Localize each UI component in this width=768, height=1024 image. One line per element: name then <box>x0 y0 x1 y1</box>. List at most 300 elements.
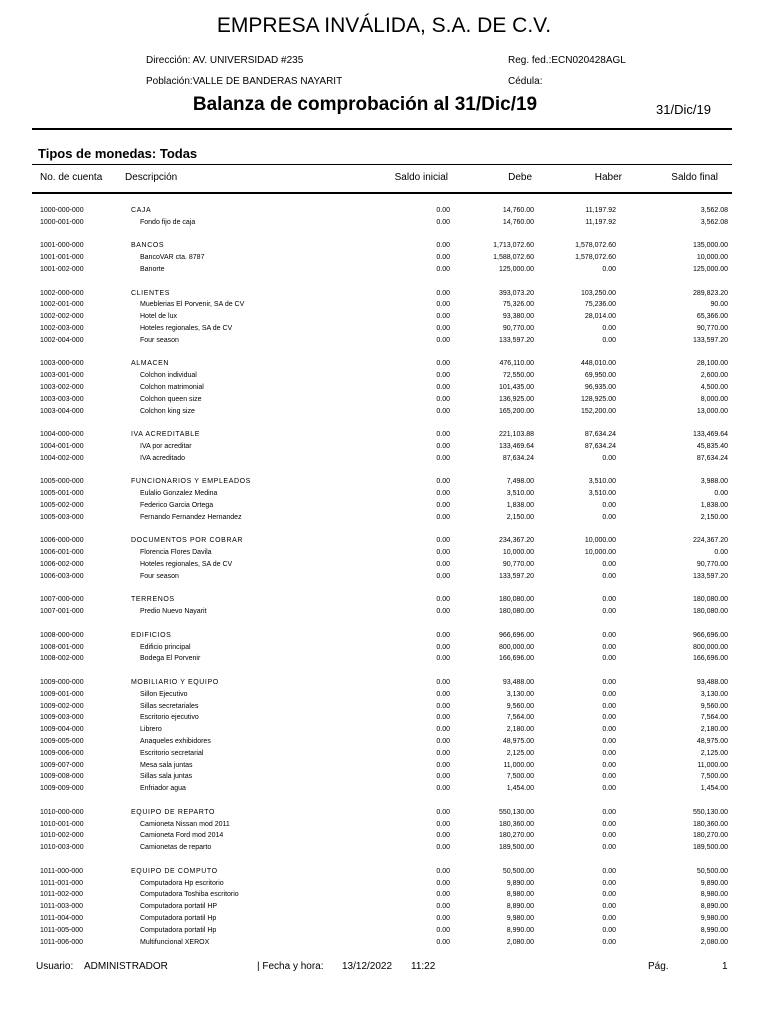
account-description: Mesa sala juntas <box>140 761 193 769</box>
account-group-row <box>0 807 768 819</box>
account-description: IVA acreditado <box>140 454 186 462</box>
saldo-inicial-cell: 0.00 <box>436 313 450 321</box>
debe-cell: 8,980.00 <box>506 891 534 899</box>
debe-cell: 93,380.00 <box>502 313 534 321</box>
account-number: 1010-002-000 <box>40 832 84 840</box>
saldo-final-cell: 87,634.24 <box>696 454 728 462</box>
account-number: 1008-000-000 <box>40 631 84 639</box>
saldo-inicial-cell: 0.00 <box>436 655 450 663</box>
column-header-bottom-rule <box>32 192 732 194</box>
account-number: 1004-000-000 <box>40 431 84 439</box>
table-row <box>0 760 768 772</box>
saldo-inicial-cell: 0.00 <box>436 478 450 486</box>
account-description: Enfriador agua <box>140 785 186 793</box>
account-number: 1008-002-000 <box>40 655 84 663</box>
saldo-final-cell: 1,838.00 <box>700 502 728 509</box>
account-description: Computadora Hp escritorio <box>140 879 224 887</box>
account-description: Camioneta Nissan mod 2011 <box>140 820 230 828</box>
haber-cell: 0.00 <box>602 938 616 946</box>
table-row <box>0 299 768 311</box>
haber-cell: 11,197.92 <box>585 218 616 226</box>
account-description: CLIENTES <box>131 289 171 297</box>
haber-cell: 0.00 <box>602 903 616 911</box>
haber-cell: 69,950.00 <box>584 372 616 380</box>
haber-cell: 0.00 <box>602 926 616 934</box>
saldo-final-cell: 8,990.00 <box>700 926 728 934</box>
col-saldo-final-header: Saldo final <box>671 172 718 183</box>
account-number: 1009-008-000 <box>40 773 84 781</box>
account-description: Federico Garcia Ortega <box>140 502 214 509</box>
saldo-final-cell: 90,770.00 <box>696 561 728 568</box>
saldo-inicial-cell: 0.00 <box>436 490 450 498</box>
saldo-final-cell: 3,130.00 <box>700 690 728 698</box>
table-row <box>0 571 768 583</box>
table-row <box>0 653 768 665</box>
haber-cell: 0.00 <box>602 785 616 793</box>
account-number: 1000-000-000 <box>40 207 84 214</box>
debe-cell: 8,890.00 <box>506 903 534 911</box>
account-description: IVA por acreditar <box>140 443 192 450</box>
saldo-final-cell: 9,980.00 <box>700 915 728 922</box>
saldo-inicial-cell: 0.00 <box>436 773 450 781</box>
saldo-inicial-cell: 0.00 <box>436 513 450 521</box>
saldo-final-cell: 8,980.00 <box>700 891 728 899</box>
user-label: Usuario: <box>36 961 74 972</box>
debe-cell: 2,080.00 <box>506 938 534 946</box>
account-description: Fernando Fernandez Hernandez <box>140 513 242 521</box>
saldo-inicial-cell: 0.00 <box>436 785 450 793</box>
title-divider <box>32 128 732 130</box>
account-description: Fondo fijo de caja <box>140 218 196 226</box>
account-number: 1005-002-000 <box>40 502 84 509</box>
table-row <box>0 406 768 418</box>
account-number: 1005-003-000 <box>40 513 84 521</box>
account-number: 1004-001-000 <box>40 443 84 450</box>
saldo-inicial-cell: 0.00 <box>436 325 450 332</box>
table-row <box>0 394 768 406</box>
haber-cell: 0.00 <box>602 820 616 828</box>
haber-cell: 0.00 <box>602 761 616 769</box>
haber-cell: 0.00 <box>602 879 616 887</box>
table-row <box>0 913 768 925</box>
haber-cell: 0.00 <box>602 596 616 604</box>
saldo-final-cell: 224,367.20 <box>692 537 728 545</box>
account-number: 1002-000-000 <box>40 289 84 297</box>
table-row <box>0 771 768 783</box>
account-number: 1011-002-000 <box>40 891 84 899</box>
saldo-final-cell: 180,270.00 <box>692 832 728 840</box>
saldo-final-cell: 133,469.64 <box>692 431 728 439</box>
debe-cell: 7,500.00 <box>506 773 534 781</box>
account-number: 1009-009-000 <box>40 785 84 793</box>
account-group-row <box>0 630 768 642</box>
haber-cell: 3,510.00 <box>588 478 616 486</box>
saldo-final-cell: 0.00 <box>714 490 728 498</box>
table-row <box>0 842 768 854</box>
haber-cell: 0.00 <box>602 631 616 639</box>
saldo-final-cell: 45,835.40 <box>696 443 728 450</box>
haber-cell: 448,010.00 <box>580 360 616 368</box>
haber-cell: 96,935.00 <box>584 384 616 391</box>
saldo-inicial-cell: 0.00 <box>436 537 450 545</box>
debe-cell: 2,180.00 <box>506 726 534 734</box>
account-description: Computadora portatil HP <box>140 903 218 911</box>
haber-cell: 0.00 <box>602 679 616 686</box>
debe-cell: 133,597.20 <box>498 572 534 580</box>
debe-cell: 101,435.00 <box>498 384 534 391</box>
haber-cell: 128,925.00 <box>580 395 616 403</box>
debe-cell: 9,980.00 <box>506 915 534 922</box>
account-description: EQUIPO DE COMPUTO <box>131 867 218 875</box>
account-description: Predio Nuevo Nayarit <box>140 608 207 616</box>
account-group-row <box>0 205 768 217</box>
debe-cell: 14,760.00 <box>502 218 534 226</box>
table-row <box>0 217 768 229</box>
account-number: 1009-005-000 <box>40 738 84 745</box>
tax-id: Reg. fed.:ECN020428AGL <box>508 55 626 66</box>
saldo-final-cell: 13,000.00 <box>696 407 728 415</box>
account-description: Computadora portatil Hp <box>140 926 217 934</box>
account-number: 1008-001-000 <box>40 643 84 651</box>
debe-cell: 90,770.00 <box>502 561 534 568</box>
haber-cell: 0.00 <box>602 773 616 781</box>
account-number: 1011-003-000 <box>40 903 84 911</box>
account-number: 1011-004-000 <box>40 915 84 922</box>
debe-cell: 550,130.00 <box>498 808 534 816</box>
haber-cell: 0.00 <box>602 643 616 651</box>
account-number: 1005-000-000 <box>40 478 84 486</box>
account-description: Sillas sala juntas <box>140 773 193 781</box>
saldo-final-cell: 550,130.00 <box>692 808 728 816</box>
table-row <box>0 488 768 500</box>
saldo-final-cell: 11,000.00 <box>697 761 728 769</box>
saldo-inicial-cell: 0.00 <box>436 407 450 415</box>
account-number: 1011-001-000 <box>40 879 84 887</box>
saldo-final-cell: 3,988.00 <box>700 478 728 486</box>
saldo-inicial-cell: 0.00 <box>436 643 450 651</box>
saldo-final-cell: 90,770.00 <box>696 325 728 332</box>
debe-cell: 2,150.00 <box>506 513 534 521</box>
saldo-inicial-cell: 0.00 <box>436 631 450 639</box>
account-number: 1009-007-000 <box>40 761 84 769</box>
table-row <box>0 559 768 571</box>
saldo-inicial-cell: 0.00 <box>436 867 450 875</box>
table-row <box>0 889 768 901</box>
haber-cell: 0.00 <box>602 714 616 722</box>
account-description: Camionetas de reparto <box>140 844 212 852</box>
saldo-final-cell: 10,000.00 <box>696 254 728 262</box>
account-description: MOBILIARIO Y EQUIPO <box>131 679 219 686</box>
debe-cell: 9,890.00 <box>506 879 534 887</box>
saldo-inicial-cell: 0.00 <box>436 572 450 580</box>
cedula-label: Cédula: <box>508 76 543 87</box>
saldo-inicial-cell: 0.00 <box>436 372 450 380</box>
saldo-final-cell: 966,696.00 <box>692 631 728 639</box>
account-number: 1010-003-000 <box>40 844 84 852</box>
saldo-inicial-cell: 0.00 <box>436 254 450 262</box>
saldo-inicial-cell: 0.00 <box>436 608 450 616</box>
debe-cell: 11,000.00 <box>503 761 534 769</box>
saldo-inicial-cell: 0.00 <box>436 702 450 710</box>
account-number: 1009-001-000 <box>40 690 84 698</box>
debe-cell: 234,367.20 <box>498 537 534 545</box>
column-header-top-rule <box>32 164 732 165</box>
account-description: Bodega El Porvenir <box>140 655 201 663</box>
saldo-final-cell: 135,000.00 <box>692 242 728 250</box>
saldo-final-cell: 8,890.00 <box>700 903 728 911</box>
account-group-row <box>0 866 768 878</box>
saldo-final-cell: 50,500.00 <box>696 867 728 875</box>
account-number: 1007-000-000 <box>40 596 84 604</box>
account-description: DOCUMENTOS POR COBRAR <box>131 537 244 545</box>
haber-cell: 3,510.00 <box>588 490 616 498</box>
debe-cell: 133,469.64 <box>498 443 534 450</box>
account-group-row <box>0 240 768 252</box>
account-number: 1002-003-000 <box>40 325 84 332</box>
saldo-inicial-cell: 0.00 <box>436 443 450 450</box>
haber-cell: 0.00 <box>602 502 616 509</box>
saldo-inicial-cell: 0.00 <box>436 549 450 557</box>
account-description: Four season <box>140 336 179 344</box>
debe-cell: 1,588,072.60 <box>493 254 534 262</box>
account-description: Edificio principal <box>140 643 191 651</box>
account-description: Hoteles regionales, SA de CV <box>140 561 233 568</box>
account-number: 1009-006-000 <box>40 749 84 757</box>
saldo-inicial-cell: 0.00 <box>436 395 450 403</box>
saldo-inicial-cell: 0.00 <box>436 761 450 769</box>
saldo-inicial-cell: 0.00 <box>436 926 450 934</box>
haber-cell: 75,236.00 <box>584 301 616 309</box>
account-description: Anaqueles exhibidores <box>140 738 211 745</box>
debe-cell: 14,760.00 <box>502 207 534 214</box>
account-description: Camioneta Ford mod 2014 <box>140 832 224 840</box>
saldo-final-cell: 2,180.00 <box>700 726 728 734</box>
account-group-row <box>0 677 768 689</box>
debe-cell: 10,000.00 <box>502 549 534 557</box>
haber-cell: 0.00 <box>602 749 616 757</box>
currency-filter-label: Tipos de monedas: Todas <box>38 146 198 161</box>
report-date: 31/Dic/19 <box>656 102 711 117</box>
haber-cell: 0.00 <box>602 726 616 734</box>
account-number: 1009-002-000 <box>40 702 84 710</box>
table-row <box>0 830 768 842</box>
saldo-inicial-cell: 0.00 <box>436 726 450 734</box>
col-account-header: No. de cuenta <box>40 172 103 183</box>
haber-cell: 0.00 <box>602 561 616 568</box>
account-number: 1001-001-000 <box>40 254 84 262</box>
account-number: 1009-003-000 <box>40 714 84 722</box>
saldo-inicial-cell: 0.00 <box>436 207 450 214</box>
account-description: IVA ACREDITABLE <box>131 431 201 439</box>
saldo-inicial-cell: 0.00 <box>436 384 450 391</box>
account-number: 1001-000-000 <box>40 242 84 250</box>
saldo-inicial-cell: 0.00 <box>436 891 450 899</box>
saldo-inicial-cell: 0.00 <box>436 301 450 309</box>
saldo-inicial-cell: 0.00 <box>436 679 450 686</box>
saldo-inicial-cell: 0.00 <box>436 336 450 344</box>
account-description: FUNCIONARIOS Y EMPLEADOS <box>131 478 251 486</box>
debe-cell: 1,838.00 <box>506 502 534 509</box>
saldo-inicial-cell: 0.00 <box>436 915 450 922</box>
saldo-final-cell: 93,488.00 <box>696 679 728 686</box>
saldo-final-cell: 3,562.08 <box>700 207 728 214</box>
account-description: CAJA <box>131 207 152 214</box>
account-description: EQUIPO DE REPARTO <box>131 808 216 816</box>
table-row <box>0 606 768 618</box>
account-number: 1006-003-000 <box>40 572 84 580</box>
debe-cell: 125,000.00 <box>498 266 534 273</box>
haber-cell: 0.00 <box>602 702 616 710</box>
saldo-final-cell: 28,100.00 <box>696 360 728 368</box>
account-number: 1006-002-000 <box>40 561 84 568</box>
saldo-inicial-cell: 0.00 <box>436 820 450 828</box>
table-row <box>0 901 768 913</box>
saldo-inicial-cell: 0.00 <box>436 738 450 745</box>
debe-cell: 133,597.20 <box>498 336 534 344</box>
debe-cell: 1,713,072.60 <box>493 242 534 250</box>
account-group-row <box>0 535 768 547</box>
debe-cell: 966,696.00 <box>498 631 534 639</box>
haber-cell: 0.00 <box>602 915 616 922</box>
saldo-inicial-cell: 0.00 <box>436 903 450 911</box>
table-row <box>0 701 768 713</box>
table-row <box>0 819 768 831</box>
account-number: 1003-004-000 <box>40 407 84 415</box>
debe-cell: 180,080.00 <box>498 608 534 616</box>
debe-cell: 50,500.00 <box>502 867 534 875</box>
table-row <box>0 453 768 465</box>
saldo-final-cell: 90.00 <box>710 301 728 309</box>
table-row <box>0 264 768 276</box>
datetime-label: | Fecha y hora: <box>257 961 324 972</box>
table-row <box>0 323 768 335</box>
saldo-final-cell: 7,500.00 <box>700 773 728 781</box>
saldo-final-cell: 180,080.00 <box>692 596 728 604</box>
account-group-row <box>0 594 768 606</box>
account-description: Florencia Flores Davila <box>140 549 212 557</box>
table-row <box>0 689 768 701</box>
account-description: Colchon queen size <box>140 395 202 403</box>
account-description: Colchon king size <box>140 407 195 415</box>
saldo-final-cell: 289,823.20 <box>692 289 728 297</box>
table-row <box>0 335 768 347</box>
debe-cell: 75,326.00 <box>502 301 534 309</box>
debe-cell: 2,125.00 <box>506 749 534 757</box>
print-date: 13/12/2022 <box>342 961 393 972</box>
saldo-inicial-cell: 0.00 <box>436 502 450 509</box>
debe-cell: 136,925.00 <box>498 395 534 403</box>
debe-cell: 189,500.00 <box>498 844 534 852</box>
saldo-final-cell: 48,975.00 <box>696 738 728 745</box>
account-number: 1011-006-000 <box>40 938 84 946</box>
account-description: Sillon Ejecutivo <box>140 690 188 698</box>
table-row <box>0 500 768 512</box>
haber-cell: 0.00 <box>602 738 616 745</box>
haber-cell: 0.00 <box>602 844 616 852</box>
account-description: Computadora portatil Hp <box>140 915 217 922</box>
account-description: ALMACEN <box>131 360 170 368</box>
account-description: Hotel de lux <box>140 313 177 321</box>
debe-cell: 800,000.00 <box>498 643 534 651</box>
debe-cell: 7,564.00 <box>506 714 534 722</box>
saldo-final-cell: 2,080.00 <box>700 938 728 946</box>
account-number: 1003-001-000 <box>40 372 84 380</box>
account-description: Colchon individual <box>140 372 197 380</box>
haber-cell: 0.00 <box>602 513 616 521</box>
saldo-inicial-cell: 0.00 <box>436 431 450 439</box>
saldo-inicial-cell: 0.00 <box>436 832 450 840</box>
saldo-final-cell: 180,080.00 <box>692 608 728 616</box>
table-row <box>0 736 768 748</box>
debe-cell: 87,634.24 <box>502 454 534 462</box>
account-number: 1002-001-000 <box>40 301 84 309</box>
saldo-final-cell: 9,560.00 <box>700 702 728 710</box>
account-description: BancoVAR cta. 8787 <box>140 254 205 262</box>
table-row <box>0 370 768 382</box>
haber-cell: 1,578,072.60 <box>575 242 616 250</box>
saldo-inicial-cell: 0.00 <box>436 714 450 722</box>
account-description: Eulalio Gonzalez Medina <box>140 490 218 498</box>
saldo-inicial-cell: 0.00 <box>436 596 450 604</box>
account-description: EDIFICIOS <box>131 631 172 639</box>
saldo-inicial-cell: 0.00 <box>436 808 450 816</box>
account-number: 1011-000-000 <box>40 867 84 875</box>
col-haber-header: Haber <box>594 172 622 183</box>
account-number: 1006-001-000 <box>40 549 84 557</box>
haber-cell: 103,250.00 <box>580 289 616 297</box>
debe-cell: 221,103.88 <box>498 431 534 439</box>
debe-cell: 165,200.00 <box>498 407 534 415</box>
debe-cell: 7,498.00 <box>506 478 534 486</box>
debe-cell: 72,550.00 <box>502 372 534 380</box>
table-row <box>0 712 768 724</box>
saldo-final-cell: 180,360.00 <box>692 820 728 828</box>
debe-cell: 476,110.00 <box>499 360 534 368</box>
account-group-row <box>0 288 768 300</box>
account-description: Escritorio ejecutivo <box>140 714 199 722</box>
print-time: 11:22 <box>411 961 436 972</box>
saldo-final-cell: 0.00 <box>714 549 728 557</box>
account-number: 1005-001-000 <box>40 490 84 498</box>
saldo-inicial-cell: 0.00 <box>436 218 450 226</box>
account-number: 1010-000-000 <box>40 808 84 816</box>
table-row <box>0 512 768 524</box>
haber-cell: 10,000.00 <box>584 549 616 557</box>
account-description: Hoteles regionales, SA de CV <box>140 325 233 332</box>
table-row <box>0 748 768 760</box>
saldo-final-cell: 800,000.00 <box>692 643 728 651</box>
debe-cell: 3,130.00 <box>506 690 534 698</box>
debe-cell: 90,770.00 <box>502 325 534 332</box>
haber-cell: 0.00 <box>602 336 616 344</box>
page-number: 1 <box>722 961 728 972</box>
saldo-inicial-cell: 0.00 <box>436 690 450 698</box>
table-row <box>0 311 768 323</box>
account-number: 1002-004-000 <box>40 336 84 344</box>
haber-cell: 87,634.24 <box>584 443 616 450</box>
haber-cell: 0.00 <box>602 454 616 462</box>
saldo-final-cell: 1,454.00 <box>700 785 728 793</box>
saldo-final-cell: 189,500.00 <box>692 844 728 852</box>
haber-cell: 0.00 <box>602 572 616 580</box>
col-saldo-inicial-header: Saldo inicial <box>394 172 448 183</box>
debe-cell: 166,696.00 <box>498 655 534 663</box>
haber-cell: 0.00 <box>602 690 616 698</box>
account-description: Escritorio secretarial <box>140 749 204 757</box>
haber-cell: 0.00 <box>602 608 616 616</box>
saldo-final-cell: 8,000.00 <box>700 395 728 403</box>
report-title: Balanza de comprobación al 31/Dic/19 <box>192 94 538 115</box>
